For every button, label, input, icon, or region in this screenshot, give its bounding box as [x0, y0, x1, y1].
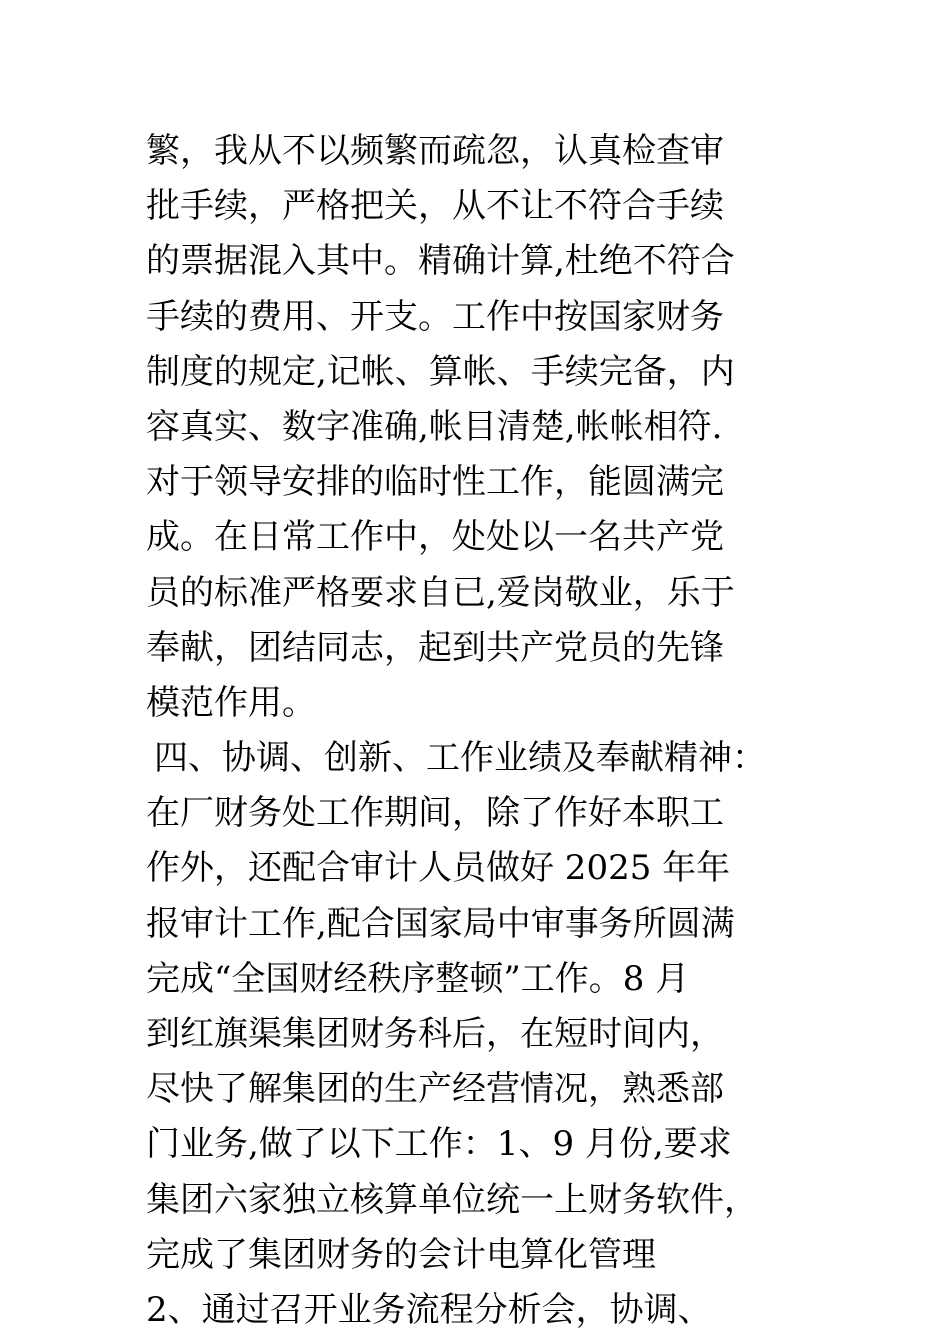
section-heading: 四、协调、创新、工作业绩及奉献精神： [154, 738, 766, 779]
text-line: 报审计工作,配合国家局中审事务所圆满 [146, 903, 735, 944]
text-line: 容真实、数字准确,帐目清楚,帐帐相符. [146, 406, 723, 447]
text-line: 完成了集团财务的会计电算化管理 [146, 1234, 656, 1275]
text-line: 集团六家独立核算单位统一上财务软件， [146, 1179, 758, 1220]
text-line: 2、通过召开业务流程分析会，协调、 [146, 1289, 712, 1330]
text-line: 繁，我从不以频繁而疏忽，认真检查审 [146, 131, 724, 171]
text-line: 成。在日常工作中，处处以一名共产党 [146, 517, 724, 558]
text-line: 在厂财务处工作期间，除了作好本职工 [146, 793, 724, 834]
text-line: 作外，还配合审计人员做好 2025 年年 [146, 848, 731, 889]
text-line: 制度的规定,记帐、算帐、手续完备，内 [146, 351, 735, 392]
text-line: 模范作用。 [146, 682, 316, 723]
text-line: 奉献，团结同志，起到共产党员的先锋 [146, 627, 724, 668]
text-line: 尽快了解集团的生产经营情况，熟悉部 [146, 1069, 724, 1110]
text-line: 手续的费用、开支。工作中按国家财务 [146, 296, 724, 337]
text-line: 批手续，严格把关，从不让不符合手续 [146, 186, 724, 227]
text-line: 的票据混入其中。精确计算,杜绝不符合 [146, 241, 735, 282]
text-line: 完成“全国财经秩序整顿”工作。8 月 [146, 958, 690, 999]
body-text [146, 124, 836, 1338]
text-line: 门业务,做了以下工作：1、9 月份,要求 [146, 1124, 732, 1165]
text-line: 到红旗渠集团财务科后，在短时间内， [146, 1014, 724, 1054]
text-line: 对于领导安排的临时性工作，能圆满完 [146, 462, 724, 503]
text-line: 员的标准严格要求自已,爱岗敬业，乐于 [146, 572, 735, 613]
